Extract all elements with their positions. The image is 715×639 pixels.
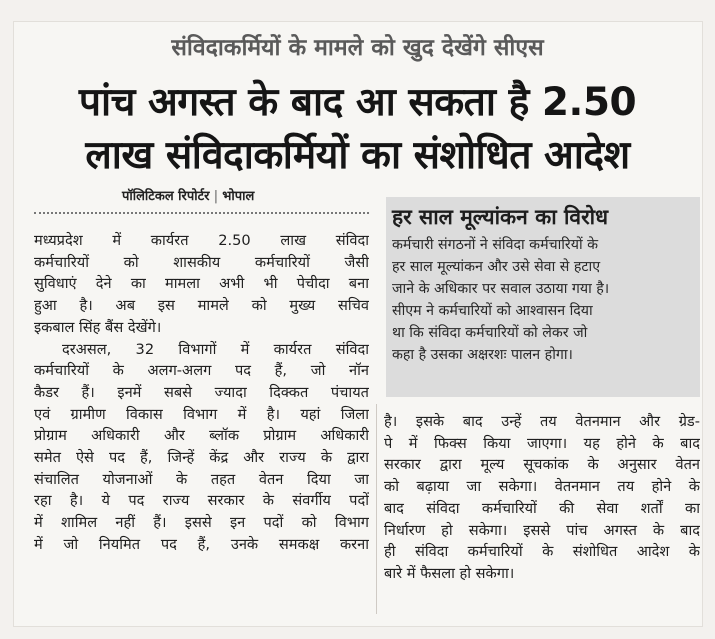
article-line: कैडर हैं। इनमें सबसे ज्यादा दिक्कत पंचायत [34, 383, 369, 401]
article-line: बाद संविदा कर्मचारियों की सेवा शर्तों का [384, 499, 700, 517]
article-line: कर्मचारियों को शासकीय कर्मचारियों जैसी [34, 253, 369, 271]
dotted-divider [34, 212, 369, 214]
byline [122, 186, 254, 204]
article-line: है। इसके बाद उन्हें तय वेतनमान और ग्रेड- [384, 413, 700, 430]
byline-reporter: पॉलिटिकल रिपोर्टर [122, 189, 210, 204]
article-line: इकबाल सिंह बैंस देखेंगे। [34, 318, 162, 336]
article-line: कर्मचारियों के अलग-अलग पद हैं, जो नॉन [34, 362, 369, 380]
sidebar-line: था कि संविदा कर्मचारियों को लेकर जो [392, 324, 588, 341]
article-column-right [384, 411, 700, 585]
article-line: को बढ़ाया जा सकेगा। वेतनमान तय होने के [384, 478, 700, 496]
sidebar-box-title: हर साल मूल्यांकन का विरोध [392, 205, 609, 229]
article-line: हुआ है। अब इस मामले को मुख्य सचिव [34, 297, 369, 315]
article-line: एवं ग्रामीण विकास विभाग में है। यहां जिला [34, 405, 369, 423]
sidebar-line: हर साल मूल्यांकन और उसे सेवा से हटाए [392, 258, 601, 275]
article-line: प्रोग्राम अधिकारी और ब्लॉक प्रोग्राम अधिकारी [34, 427, 369, 445]
sidebar-box [386, 197, 700, 397]
sidebar-box-body [392, 235, 692, 366]
byline-city: भोपाल [222, 189, 255, 204]
article-column-left [34, 230, 369, 556]
article-line: संचालित योजनाओं के तहत वेतन दिया जा [34, 470, 369, 488]
article-line: में शामिल नहीं हैं। इससे इन पदों को विभाग [34, 514, 369, 532]
article-line: सुविधाएं देने का मामला अभी भी पेचीदा बना [34, 275, 369, 293]
article-line: दरअसल, 32 विभागों में कार्यरत संविदा [62, 340, 369, 358]
article-line: में जो नियमित पद हैं, उनके समकक्ष करना [34, 535, 369, 553]
article-line: पे में फिक्स किया जाएगा। यह होने के बाद [384, 434, 700, 452]
column-divider [376, 404, 377, 614]
headline-line-1: पांच अगस्त के बाद आ सकता है 2.50 [78, 80, 637, 125]
article-line: समेत ऐसे पद हैं, जिन्हें केंद्र और राज्य के द्वारा [34, 449, 369, 467]
sidebar-line: कर्मचारी संगठनों ने संविदा कर्मचारियों के [392, 237, 599, 253]
byline-separator: | [213, 189, 219, 204]
article-line: ही संविदा कर्मचारियों के संशोधित आदेश के [384, 543, 700, 561]
headline-line-2: लाख संविदाकर्मियों का संशोधित आदेश [85, 133, 630, 178]
article-line: निर्धारण हो सकेगा। इससे पांच अगस्त के बाद [384, 521, 700, 539]
sidebar-line: जाने के अधिकार पर सवाल उठाया गया है। [392, 280, 610, 297]
kicker-headline: संविदाकर्मियों के मामले को खुद देखेंगे सीएस [171, 35, 544, 61]
article-line: सरकार द्वारा मूल्य सूचकांक के अनुसार वेतन [384, 456, 700, 474]
article-line: बारे में फैसला हो सकेगा। [384, 564, 515, 582]
sidebar-line: सीएम ने कर्मचारियों को आश्वासन दिया [392, 302, 593, 319]
article-line: रहा है। ये पद राज्य सरकार के संवर्गीय पदों [34, 492, 369, 510]
sidebar-line: कहा है उसका अक्षरशः पालन होगा। [392, 346, 573, 363]
article-line: मध्यप्रदेश में कार्यरत 2.50 लाख संविदा [34, 232, 369, 249]
